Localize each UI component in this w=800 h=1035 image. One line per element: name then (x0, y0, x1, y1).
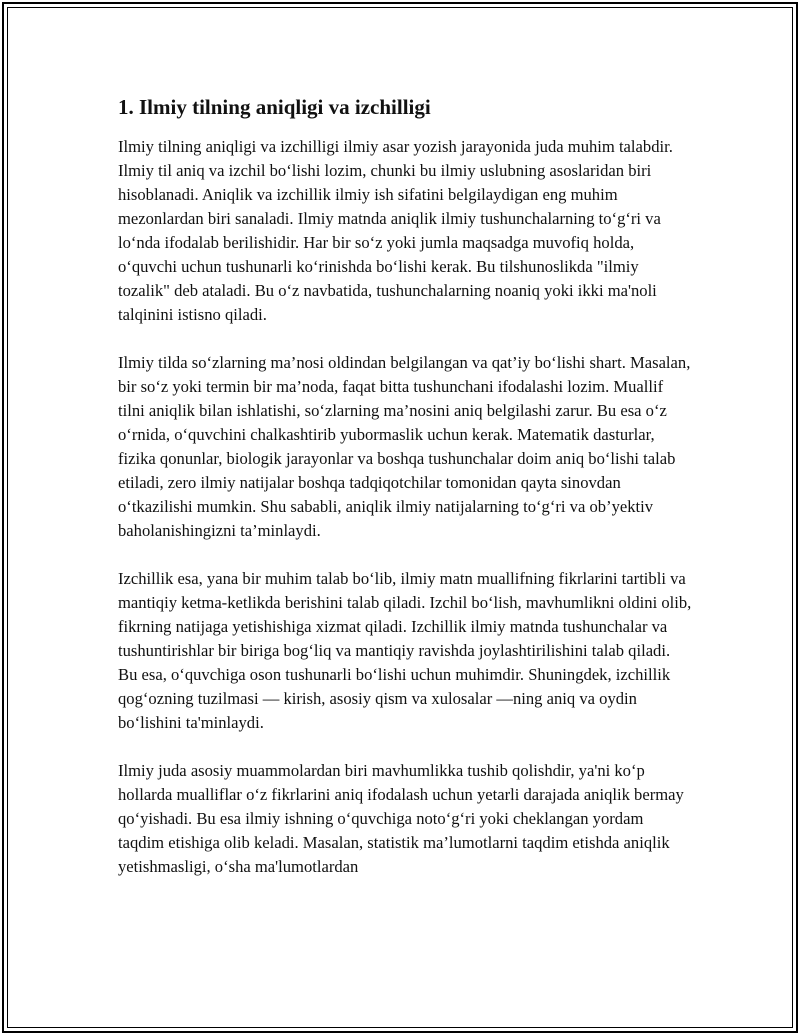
paragraph-4: Ilmiy juda asosiy muammolardan biri mavhumlikka tushib qolishdir, ya'ni ko‘p hollarda mualliflar o‘z fikrlarini aniq ifodalash uchun yetarli darajada aniqlik bermay qo‘yishadi. Bu esa ilmiy ishning o‘quvchiga noto‘g‘ri yoki cheklangan yordam taqdim etishiga olib keladi. Masalan, statistik ma’lumotlarni taqdim etishda aniqlik yetishmasligi, o‘sha ma'lumotlardan (118, 761, 684, 876)
paragraph-2: Ilmiy tilda so‘zlarning ma’nosi oldindan belgilangan va qat’iy bo‘lishi shart. Masalan, bir so‘z yoki termin bir ma’noda, faqat bitta tushunchani ifodalashi lozim. Muallif tilni aniqlik bilan ishlatishi, so‘zlarning ma’nosini aniq belgilashi zarur. Bu esa o‘z o‘rnida, o‘quvchini chalkashtirib yubormaslik uchun kerak. Matematik dasturlar, fizika qonunlar, biologik jarayonlar va boshqa tushunchalar doim aniq bo‘lishi talab etiladi, zero ilmiy natijalar boshqa tadqiqotchilar tomonidan qayta sinovdan o‘tkazilishi mumkin. Shu sababli, aniqlik ilmiy natijalarning to‘g‘ri va ob’yektiv baholanishingizni ta’minlaydi. (118, 353, 691, 540)
paragraph-3: Izchillik esa, yana bir muhim talab bo‘lib, ilmiy matn muallifning fikrlarini tartibli va mantiqiy ketma-ketlikda berishini talab qiladi. Izchil bo‘lish, mavhumlikni oldini olib, fikrning natijaga yetishishiga xizmat qiladi. Izchillik ilmiy matnda tushunchalar va tushuntirishlar bir biriga bog‘liq va mantiqiy ravishda joylashtirilishini talab qiladi. Bu esa, o‘quvchiga oson tushunarli bo‘lishi uchun muhimdir. Shuningdek, izchillik qog‘ozning tuzilmasi — kirish, asosiy qism va xulosalar —ning aniq va oydin bo‘lishini ta'minlaydi. (118, 569, 692, 732)
document-body (118, 93, 693, 903)
section-heading: 1. Ilmiy tilning aniqligi va izchilligi (118, 95, 431, 119)
paragraph-1: Ilmiy tilning aniqligi va izchilligi ilmiy asar yozish jarayonida juda muhim talabdir. Ilmiy til aniq va izchil bo‘lishi lozim, chunki bu ilmiy uslubning asoslaridan biri hisoblanadi. Aniqlik va izchillik ilmiy ish sifatini belgilaydigan eng muhim mezonlardan biri sanaladi. Ilmiy matnda aniqlik ilmiy tushunchalarning to‘g‘ri va lo‘nda ifodalab berilishidir. Har bir so‘z yoki jumla maqsadga muvofiq holda, o‘quvchi uchun tushunarli ko‘rinishda bo‘lishi kerak. Bu tilshunoslikda "ilmiy tozalik" deb ataladi. Bu o‘z navbatida, tushunchalarning noaniq yoki ikki ma'noli talqinini istisno qiladi. (118, 137, 673, 324)
